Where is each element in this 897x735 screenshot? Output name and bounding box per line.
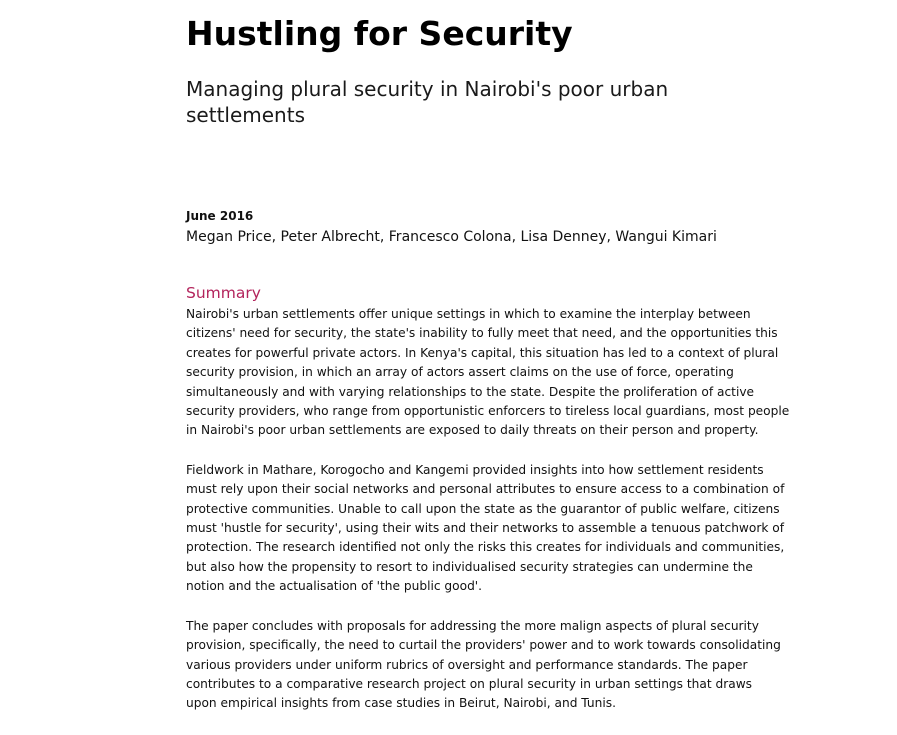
text-line: provision, specifically, the need to curtail the providers' power and to work towards consolidating <box>186 638 781 653</box>
text-line: citizens' need for security, the state's inability to fully meet that need, and the opportunities this <box>186 326 778 341</box>
document-subtitle: Managing plural security in Nairobi's poor urban settlements <box>186 77 669 127</box>
text-line: but also how the propensity to resort to individualised security strategies can undermine the <box>186 559 753 574</box>
text-line: must 'hustle for security', using their wits and their networks to assemble a tenuous patchwork of <box>186 521 785 536</box>
text-line: security provision, in which an array of actors assert claims on the use of force, operating <box>186 365 734 380</box>
summary-paragraph-3 <box>186 617 786 714</box>
document-title: Hustling for Security <box>186 14 573 53</box>
text-line: security providers, who range from opportunistic enforcers to tireless local guardians, most people <box>186 404 790 419</box>
text-line: notion and the actualisation of 'the public good'. <box>186 579 483 594</box>
text-line: simultaneously and with varying relationships to the state. Despite the proliferation of active <box>186 384 755 399</box>
publication-date: June 2016 <box>186 209 254 223</box>
text-line: protective communities. Unable to call upon the state as the guarantor of public welfare, citizens <box>186 501 780 516</box>
text-line: The paper concludes with proposals for addressing the more malign aspects of plural security <box>186 618 759 633</box>
text-line: must rely upon their social networks and personal attributes to ensure access to a combination of <box>186 482 785 497</box>
text-line: protection. The research identified not only the risks this creates for individuals and communities, <box>186 540 785 555</box>
summary-heading: Summary <box>186 284 261 302</box>
summary-paragraph-2 <box>186 461 786 597</box>
text-line: contributes to a comparative research project on plural security in urban settings that draws <box>186 676 753 691</box>
text-line: various providers under uniform rubrics of oversight and performance standards. The paper <box>186 657 748 672</box>
text-line: Fieldwork in Mathare, Korogocho and Kangemi provided insights into how settlement residents <box>186 462 764 477</box>
author-list: Megan Price, Peter Albrecht, Francesco Colona, Lisa Denney, Wangui Kimari <box>186 229 717 245</box>
text-line: Nairobi's urban settlements offer unique settings in which to examine the interplay between <box>186 307 751 321</box>
text-line: in Nairobi's poor urban settlements are exposed to daily threats on their person and property. <box>186 423 759 438</box>
summary-body <box>186 305 790 734</box>
summary-paragraph-1 <box>186 305 790 441</box>
text-line: upon empirical insights from case studies in Beirut, Nairobi, and Tunis. <box>186 696 616 711</box>
text-line: creates for powerful private actors. In Kenya's capital, this situation has led to a context of plural <box>186 345 779 360</box>
